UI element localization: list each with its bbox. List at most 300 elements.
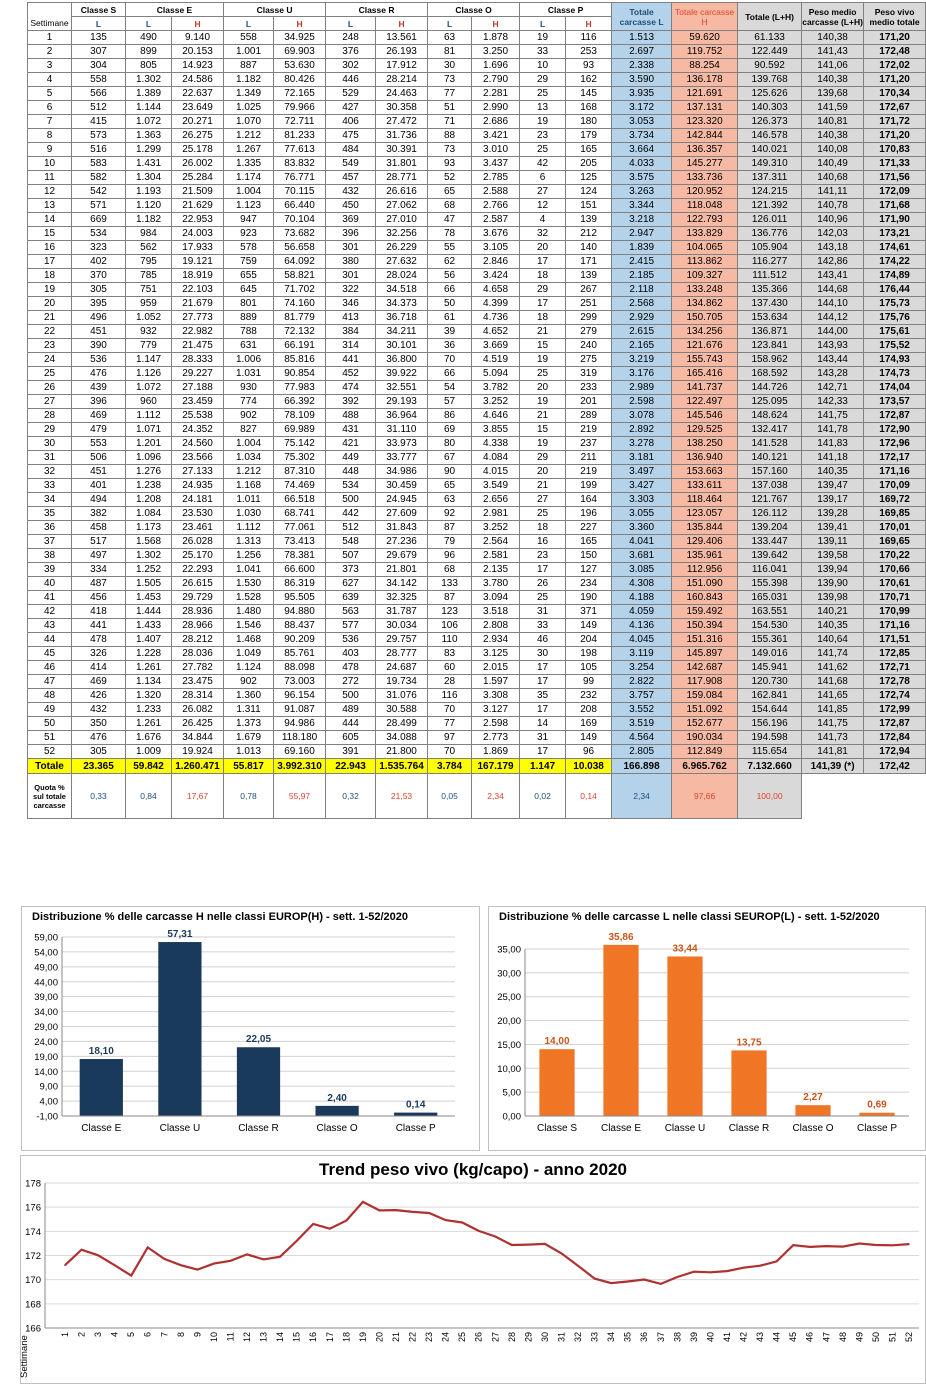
- table-cell: 143,41: [802, 269, 864, 283]
- table-cell: 27.062: [376, 199, 428, 213]
- table-cell: 24.463: [376, 87, 428, 101]
- table-cell: 144,00: [802, 325, 864, 339]
- table-cell: 30.588: [376, 703, 428, 717]
- table-cell: 28.936: [172, 605, 224, 619]
- table-cell: 801: [224, 297, 274, 311]
- table-cell: 4.338: [472, 437, 520, 451]
- table-cell: 2.588: [472, 185, 520, 199]
- table-cell: 887: [224, 59, 274, 73]
- totals-cell: 55.817: [224, 759, 274, 774]
- table-cell: 169,72: [864, 493, 926, 507]
- y-tick-label: 172: [25, 1251, 41, 1262]
- table-cell: 1.173: [126, 521, 172, 535]
- table-cell: 494: [72, 493, 126, 507]
- table-cell: 171,51: [864, 633, 926, 647]
- table-cell: 139.642: [738, 549, 802, 563]
- table-cell: 129.525: [672, 423, 738, 437]
- sub-header-l: L: [126, 17, 172, 31]
- table-row: [28, 339, 926, 353]
- table-cell: 1.071: [126, 423, 172, 437]
- table-cell: 116.277: [738, 255, 802, 269]
- bar: [539, 1049, 574, 1116]
- table-cell: 2.892: [612, 423, 672, 437]
- trend-point: [511, 1244, 513, 1246]
- table-cell: 24.181: [172, 493, 224, 507]
- table-cell: 31: [520, 731, 566, 745]
- table-row: [28, 605, 926, 619]
- table-cell: 534: [72, 227, 126, 241]
- table-cell: 52: [28, 745, 72, 759]
- table-cell: 48: [28, 689, 72, 703]
- table-cell: 2.822: [612, 675, 672, 689]
- table-cell: 15: [520, 423, 566, 437]
- table-cell: 117.908: [672, 675, 738, 689]
- table-cell: 139: [566, 213, 612, 227]
- table-cell: 139,68: [802, 87, 864, 101]
- table-cell: 25: [520, 367, 566, 381]
- table-cell: 92: [428, 507, 472, 521]
- table-cell: 175,76: [864, 311, 926, 325]
- table-cell: 27.782: [172, 661, 224, 675]
- table-cell: 373: [326, 563, 376, 577]
- table-cell: 96.154: [274, 689, 326, 703]
- table-cell: 46: [28, 661, 72, 675]
- x-tick-label: 10: [208, 1332, 219, 1343]
- trend-point: [478, 1230, 480, 1232]
- table-cell: 29: [520, 451, 566, 465]
- table-cell: 1.313: [224, 535, 274, 549]
- table-cell: 1.112: [224, 521, 274, 535]
- table-cell: 31.110: [376, 423, 428, 437]
- table-cell: 219: [566, 423, 612, 437]
- table-cell: 119.752: [672, 45, 738, 59]
- table-row: [28, 717, 926, 731]
- table-cell: 175,61: [864, 325, 926, 339]
- bar: [158, 942, 201, 1116]
- x-tick-label: 23: [424, 1332, 435, 1343]
- table-cell: 418: [72, 605, 126, 619]
- table-cell: 414: [72, 661, 126, 675]
- table-cell: 395: [72, 297, 126, 311]
- table-row: [28, 171, 926, 185]
- bar: [603, 945, 638, 1116]
- table-cell: 190: [566, 591, 612, 605]
- table-cell: 14: [28, 213, 72, 227]
- table-cell: 49: [28, 703, 72, 717]
- table-cell: 3.172: [612, 101, 672, 115]
- table-cell: 558: [224, 31, 274, 45]
- table-cell: 3.252: [472, 521, 520, 535]
- table-cell: 27: [520, 493, 566, 507]
- table-cell: 1.228: [126, 647, 172, 661]
- table-cell: 380: [326, 255, 376, 269]
- sub-header-l: L: [428, 17, 472, 31]
- trend-point: [627, 1281, 629, 1283]
- table-cell: 174,22: [864, 255, 926, 269]
- y-tick-label: 30,00: [497, 968, 521, 980]
- table-footer: [28, 759, 926, 819]
- table-cell: 534: [326, 479, 376, 493]
- table-cell: 141,73: [802, 731, 864, 745]
- table-cell: 304: [72, 59, 126, 73]
- table-cell: 180: [566, 115, 612, 129]
- table-cell: 4: [520, 213, 566, 227]
- table-cell: 28.214: [376, 73, 428, 87]
- totals-cell: 10.038: [566, 759, 612, 774]
- table-cell: 31: [520, 605, 566, 619]
- table-cell: 13: [28, 199, 72, 213]
- quota-cell: 97,66: [672, 774, 738, 819]
- y-tick-label: 15,00: [497, 1039, 521, 1051]
- table-cell: 152.677: [672, 717, 738, 731]
- table-cell: 930: [224, 381, 274, 395]
- table-row: [28, 731, 926, 745]
- table-cell: 41: [28, 591, 72, 605]
- table-cell: 77: [428, 87, 472, 101]
- table-cell: 27.010: [376, 213, 428, 227]
- table-cell: 1.052: [126, 311, 172, 325]
- table-cell: 1.261: [126, 717, 172, 731]
- table-cell: 14.923: [172, 59, 224, 73]
- table-cell: 30.391: [376, 143, 428, 157]
- chart-trend-title: Trend peso vivo (kg/capo) - anno 2020: [319, 1160, 627, 1179]
- trend-point: [147, 1247, 149, 1249]
- table-cell: 3.855: [472, 423, 520, 437]
- table-cell: 19.121: [172, 255, 224, 269]
- table-cell: 1.030: [224, 507, 274, 521]
- table-cell: 32.256: [376, 227, 428, 241]
- table-cell: 21.629: [172, 199, 224, 213]
- table-cell: 439: [72, 381, 126, 395]
- table-cell: 2.015: [472, 661, 520, 675]
- table-cell: 2: [28, 45, 72, 59]
- table-cell: 141,11: [802, 185, 864, 199]
- table-row: [28, 227, 926, 241]
- table-cell: 139,11: [802, 535, 864, 549]
- table-cell: 28.314: [172, 689, 224, 703]
- table-cell: 3.360: [612, 521, 672, 535]
- table-cell: 4.033: [612, 157, 672, 171]
- table-cell: 136.178: [672, 73, 738, 87]
- table-cell: 168.592: [738, 367, 802, 381]
- table-cell: 516: [72, 143, 126, 157]
- table-cell: 141,78: [802, 423, 864, 437]
- quota-cell: 17,67: [172, 774, 224, 819]
- table-cell: 20.271: [172, 115, 224, 129]
- y-tick-label: 24,00: [34, 1036, 58, 1048]
- table-cell: 26.425: [172, 717, 224, 731]
- bar-value-label: 0,69: [867, 1099, 887, 1111]
- x-tick-label: 18: [341, 1332, 352, 1343]
- chart-l-svg: [489, 907, 925, 1150]
- table-cell: 28.771: [376, 171, 428, 185]
- table-cell: 141,43: [802, 45, 864, 59]
- table-row: [28, 619, 926, 633]
- table-cell: 69.989: [274, 423, 326, 437]
- table-row: [28, 143, 926, 157]
- table-cell: 27.632: [376, 255, 428, 269]
- quota-cell: 0,32: [326, 774, 376, 819]
- table-cell: 63: [428, 493, 472, 507]
- y-tick-label: 0,00: [502, 1111, 521, 1123]
- table-cell: 21: [28, 311, 72, 325]
- table-cell: 27.472: [376, 115, 428, 129]
- header-classe-e: Classe E: [126, 3, 224, 17]
- table-cell: 16: [520, 535, 566, 549]
- table-cell: 169,85: [864, 507, 926, 521]
- bar-value-label: 2,40: [327, 1092, 347, 1104]
- table-cell: 20: [520, 381, 566, 395]
- table-cell: 123.320: [672, 115, 738, 129]
- table-cell: 19: [520, 31, 566, 45]
- table-cell: 25: [520, 87, 566, 101]
- table-cell: 137.038: [738, 479, 802, 493]
- table-cell: 1.335: [224, 157, 274, 171]
- table-cell: 171: [566, 255, 612, 269]
- table-cell: 124: [566, 185, 612, 199]
- table-cell: 28: [28, 409, 72, 423]
- table-row: [28, 129, 926, 143]
- table-cell: 2.281: [472, 87, 520, 101]
- table-cell: 932: [126, 325, 172, 339]
- table-cell: 151: [566, 199, 612, 213]
- table-cell: 69.903: [274, 45, 326, 59]
- table-cell: 25.178: [172, 143, 224, 157]
- table-cell: 50: [28, 717, 72, 731]
- trend-point: [346, 1220, 348, 1222]
- table-cell: 35: [520, 689, 566, 703]
- table-cell: 61: [428, 311, 472, 325]
- table-cell: 68: [428, 199, 472, 213]
- table-cell: 267: [566, 283, 612, 297]
- table-row: [28, 633, 926, 647]
- table-cell: 78.109: [274, 409, 326, 423]
- table-cell: 172,85: [864, 647, 926, 661]
- table-cell: 774: [224, 395, 274, 409]
- table-cell: 1.096: [126, 451, 172, 465]
- table-cell: 85.761: [274, 647, 326, 661]
- table-cell: 26.028: [172, 535, 224, 549]
- table-cell: 2.808: [472, 619, 520, 633]
- y-tick-label: 4,00: [39, 1096, 58, 1108]
- table-cell: 1.126: [126, 367, 172, 381]
- table-cell: 155.361: [738, 633, 802, 647]
- table-cell: 142,86: [802, 255, 864, 269]
- x-tick-label: 50: [870, 1332, 881, 1343]
- table-cell: 141.528: [738, 437, 802, 451]
- table-cell: 9.140: [172, 31, 224, 45]
- x-tick-label: 27: [490, 1332, 501, 1343]
- table-cell: 448: [326, 465, 376, 479]
- table-cell: 172,94: [864, 745, 926, 759]
- y-tick-label: 34,00: [34, 1007, 58, 1019]
- trend-point: [577, 1265, 579, 1267]
- table-cell: 172,09: [864, 185, 926, 199]
- table-cell: 140,21: [802, 605, 864, 619]
- table-cell: 141,83: [802, 437, 864, 451]
- table-cell: 21.679: [172, 297, 224, 311]
- totals-row: [28, 759, 926, 774]
- trend-point: [180, 1264, 182, 1266]
- table-cell: 144,12: [802, 311, 864, 325]
- table-cell: 402: [72, 255, 126, 269]
- totals-cell: 167.179: [472, 759, 520, 774]
- table-cell: 162.841: [738, 689, 802, 703]
- table-cell: 1.480: [224, 605, 274, 619]
- table-cell: 145.897: [672, 647, 738, 661]
- x-tick-label: 26: [473, 1332, 484, 1343]
- table-cell: 21.509: [172, 185, 224, 199]
- table-cell: 58.821: [274, 269, 326, 283]
- header-peso-medio: Peso medio carcasse (L+H): [802, 3, 864, 31]
- table-cell: 121.691: [672, 87, 738, 101]
- table-cell: 566: [72, 87, 126, 101]
- table-cell: 144,68: [802, 283, 864, 297]
- table-cell: 150: [566, 549, 612, 563]
- table-cell: 70: [428, 703, 472, 717]
- table-cell: 144.726: [738, 381, 802, 395]
- table-cell: 33.973: [376, 437, 428, 451]
- table-cell: 154.530: [738, 619, 802, 633]
- weekly-carcass-table: [27, 2, 925, 819]
- table-cell: 2.135: [472, 563, 520, 577]
- table-row: [28, 423, 926, 437]
- trend-point: [445, 1219, 447, 1221]
- table-cell: 159.084: [672, 689, 738, 703]
- table-cell: 3.176: [612, 367, 672, 381]
- table-cell: 149.016: [738, 647, 802, 661]
- table-cell: 80.426: [274, 73, 326, 87]
- table-cell: 151.092: [672, 703, 738, 717]
- x-tick-label: 47: [821, 1332, 832, 1343]
- table-cell: 137.311: [738, 171, 802, 185]
- table-row: [28, 409, 926, 423]
- table-cell: 168: [566, 101, 612, 115]
- table-cell: 529: [326, 87, 376, 101]
- table-cell: 1.267: [224, 143, 274, 157]
- sub-header-h: H: [274, 17, 326, 31]
- table-cell: 1.182: [224, 73, 274, 87]
- bar: [237, 1047, 280, 1116]
- table-cell: 474: [326, 381, 376, 395]
- table-cell: 199: [566, 479, 612, 493]
- table-cell: 66: [428, 367, 472, 381]
- x-tick-label: 33: [589, 1332, 600, 1343]
- table-cell: 66.392: [274, 395, 326, 409]
- table-cell: 2.990: [472, 101, 520, 115]
- table-cell: 19.734: [376, 675, 428, 689]
- table-cell: 30: [28, 437, 72, 451]
- table-cell: 279: [566, 325, 612, 339]
- table-cell: 43: [28, 619, 72, 633]
- table-cell: 1.389: [126, 87, 172, 101]
- table-row: [28, 381, 926, 395]
- table-cell: 149: [566, 731, 612, 745]
- table-cell: 165.416: [672, 367, 738, 381]
- table-row: [28, 395, 926, 409]
- table-cell: 376: [326, 45, 376, 59]
- x-tick-label: 51: [887, 1332, 898, 1343]
- table-cell: 413: [326, 311, 376, 325]
- table-cell: 142,71: [802, 381, 864, 395]
- trend-point: [246, 1254, 248, 1256]
- table-row: [28, 549, 926, 563]
- table-cell: 132.417: [738, 423, 802, 437]
- table-cell: 923: [224, 227, 274, 241]
- x-tick-label: 9: [192, 1332, 203, 1338]
- table-row: [28, 507, 926, 521]
- table-cell: 75.302: [274, 451, 326, 465]
- x-tick-label: 39: [688, 1332, 699, 1343]
- x-tick-label: 32: [573, 1332, 584, 1343]
- table-cell: 13.561: [376, 31, 428, 45]
- table-row: [28, 703, 926, 717]
- table-cell: 172,96: [864, 437, 926, 451]
- table-cell: 31.076: [376, 689, 428, 703]
- x-tick-label: 29: [523, 1332, 534, 1343]
- trend-point: [710, 1271, 712, 1273]
- table-cell: 86: [428, 409, 472, 423]
- table-cell: 1.212: [224, 129, 274, 143]
- table-cell: 171,56: [864, 171, 926, 185]
- table-cell: 1.182: [126, 213, 172, 227]
- table-cell: 44: [28, 633, 72, 647]
- table-cell: 573: [72, 129, 126, 143]
- table-cell: 577: [326, 619, 376, 633]
- table-cell: 1.302: [126, 549, 172, 563]
- table-cell: 512: [326, 521, 376, 535]
- table-cell: 121.392: [738, 199, 802, 213]
- table-row: [28, 31, 926, 45]
- table-cell: 174,04: [864, 381, 926, 395]
- table-cell: 272: [326, 675, 376, 689]
- table-cell: 23.566: [172, 451, 224, 465]
- category-label: Classe E: [81, 1123, 122, 1134]
- table-cell: 47: [28, 675, 72, 689]
- table-cell: 136.357: [672, 143, 738, 157]
- table-cell: 23.475: [172, 675, 224, 689]
- table-cell: 66: [428, 283, 472, 297]
- table-cell: 1.120: [126, 199, 172, 213]
- table-cell: 517: [72, 535, 126, 549]
- table-cell: 2.185: [612, 269, 672, 283]
- table-cell: 2.805: [612, 745, 672, 759]
- table-row: [28, 269, 926, 283]
- table-cell: 478: [72, 633, 126, 647]
- table-cell: 1.468: [224, 633, 274, 647]
- table-cell: 122.497: [672, 395, 738, 409]
- y-tick-label: 25,00: [497, 992, 521, 1004]
- table-cell: 140,49: [802, 157, 864, 171]
- table-cell: 3.935: [612, 87, 672, 101]
- table-cell: 478: [326, 661, 376, 675]
- table-cell: 204: [566, 633, 612, 647]
- table-cell: 18.919: [172, 269, 224, 283]
- table-cell: 81: [428, 45, 472, 59]
- table-cell: 196: [566, 507, 612, 521]
- table-cell: 1.304: [126, 171, 172, 185]
- x-tick-label: 45: [788, 1332, 799, 1343]
- table-cell: 427: [326, 101, 376, 115]
- table-cell: 779: [126, 339, 172, 353]
- table-cell: 3.427: [612, 479, 672, 493]
- table-cell: 1.320: [126, 689, 172, 703]
- table-cell: 28.333: [172, 353, 224, 367]
- y-tick-label: 170: [25, 1275, 41, 1287]
- y-tick-label: 20,00: [497, 1016, 521, 1028]
- table-cell: 140,38: [802, 129, 864, 143]
- sub-header-l: L: [72, 17, 126, 31]
